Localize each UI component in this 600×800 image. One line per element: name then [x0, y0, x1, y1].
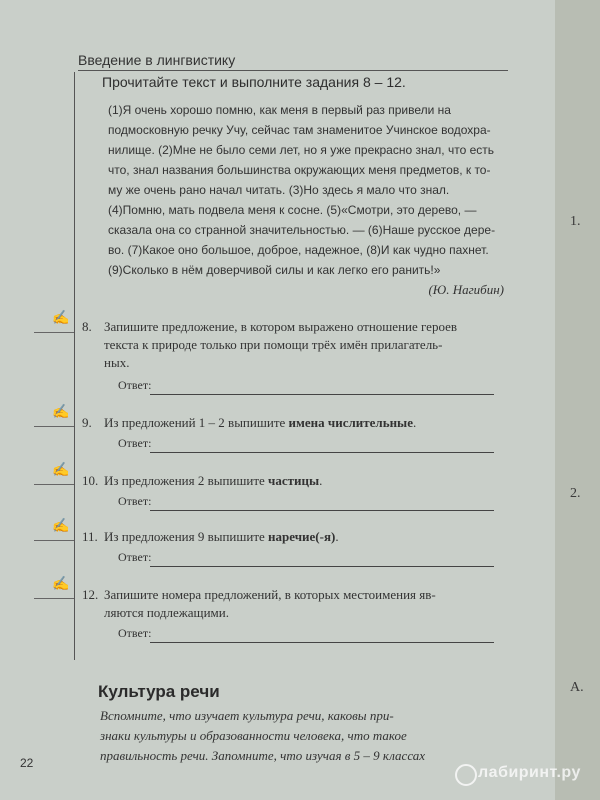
task-intro: Прочитайте текст и выполните задания 8 – 12. [102, 74, 406, 90]
answer-field-8[interactable] [150, 394, 494, 395]
answer-field-9[interactable] [150, 452, 494, 453]
right-page-mark-1: 1. [570, 214, 581, 229]
text-line: (4)Помню, мать подвела меня к сосне. (5)«Смотри, это дерево, — [108, 203, 477, 217]
task-punct: . [412, 415, 417, 430]
pencil-icon: ✍ [52, 405, 70, 420]
answer-label: Ответ: [118, 494, 152, 508]
score-line [34, 426, 74, 427]
answer-label: Ответ: [118, 550, 152, 564]
section-line: Вспомните, что изучает культура речи, каковы при- [100, 708, 394, 723]
section-line: знаки культуры и образованности человека, что такое [100, 728, 407, 743]
answer-field-11[interactable] [150, 566, 494, 567]
text-line: что, знал названия большинства окружающих меня предметов, к то- [108, 163, 491, 177]
task-text: Из предложения 2 выпишите [104, 473, 265, 488]
task-keyword: частицы [268, 473, 320, 488]
text-line: подмосковную речку Учу, сейчас там знаменитое Учинское водохра- [108, 123, 491, 137]
text-line: сказала она со странной значительностью. — (6)Наше русское дере- [108, 223, 496, 237]
margin-rule [74, 72, 75, 660]
task-text-line: текста к природе только при помощи трёх имён прилагатель- [104, 337, 443, 352]
right-page-mark-2: 2. [570, 486, 581, 501]
task-10 [82, 472, 502, 490]
page-number: 22 [20, 756, 34, 770]
reading-text [108, 100, 506, 280]
section-text [100, 706, 500, 766]
task-text-line: Запишите предложение, в котором выражено отношение героев [104, 319, 458, 334]
score-line [34, 598, 74, 599]
task-text: Из предложения 9 выпишите [104, 529, 265, 544]
text-author: (Ю. Нагибин) [428, 282, 504, 297]
task-number: 8. [82, 319, 92, 334]
task-8 [82, 318, 502, 372]
task-number: 9. [82, 415, 92, 430]
task-punct: . [335, 529, 339, 544]
section-line: правильность речи. Запомните, что изучая в 5 – 9 классах [100, 748, 426, 763]
task-keyword: наречие(-я) [268, 529, 336, 544]
text-line: (1)Я очень хорошо помню, как меня в первый раз привели на [108, 103, 451, 117]
answer-label: Ответ: [118, 626, 152, 640]
running-header: Введение в лингвистику [78, 52, 508, 71]
task-text-line: ляются подлежащими. [104, 605, 229, 620]
pencil-icon: ✍ [52, 519, 70, 534]
answer-field-10[interactable] [150, 510, 494, 511]
score-line [34, 484, 74, 485]
task-text-line: Запишите номера предложений, в которых местоимения яв- [104, 587, 436, 602]
task-punct: . [319, 473, 323, 488]
answer-field-12[interactable] [150, 642, 494, 643]
task-number: 11. [82, 529, 98, 544]
text-line: му же очень рано начал читать. (3)Но здесь я мало что знал. [108, 183, 450, 197]
score-line [34, 332, 74, 333]
score-line [34, 540, 74, 541]
text-line: (9)Сколько в нём доверчивой силы и как легко его ранить!» [108, 263, 441, 277]
text-line: нилище. (2)Мне не было семи лет, но я уже прекрасно знал, что есть [108, 143, 494, 157]
task-number: 10. [82, 473, 99, 488]
task-11 [82, 528, 502, 546]
task-text: Из предложений 1 – 2 выпишите [104, 415, 286, 430]
text-line: во. (7)Какое оно большое, доброе, надежное, (8)И как чудно пахнет. [108, 243, 489, 257]
right-page-mark-3: А. [570, 680, 584, 695]
task-number: 12. [82, 587, 99, 602]
task-12 [82, 586, 502, 622]
watermark-logo-icon [455, 764, 477, 786]
answer-label: Ответ: [118, 436, 152, 450]
pencil-icon: ✍ [52, 463, 70, 478]
pencil-icon: ✍ [52, 577, 70, 592]
watermark: лабиринт.ру [478, 764, 581, 781]
task-text-line: ных. [104, 355, 130, 370]
task-9 [82, 414, 502, 432]
answer-label: Ответ: [118, 378, 152, 392]
section-title: Культура речи [98, 682, 220, 701]
task-keyword: имена числительные [288, 415, 413, 430]
pencil-icon: ✍ [52, 311, 70, 326]
